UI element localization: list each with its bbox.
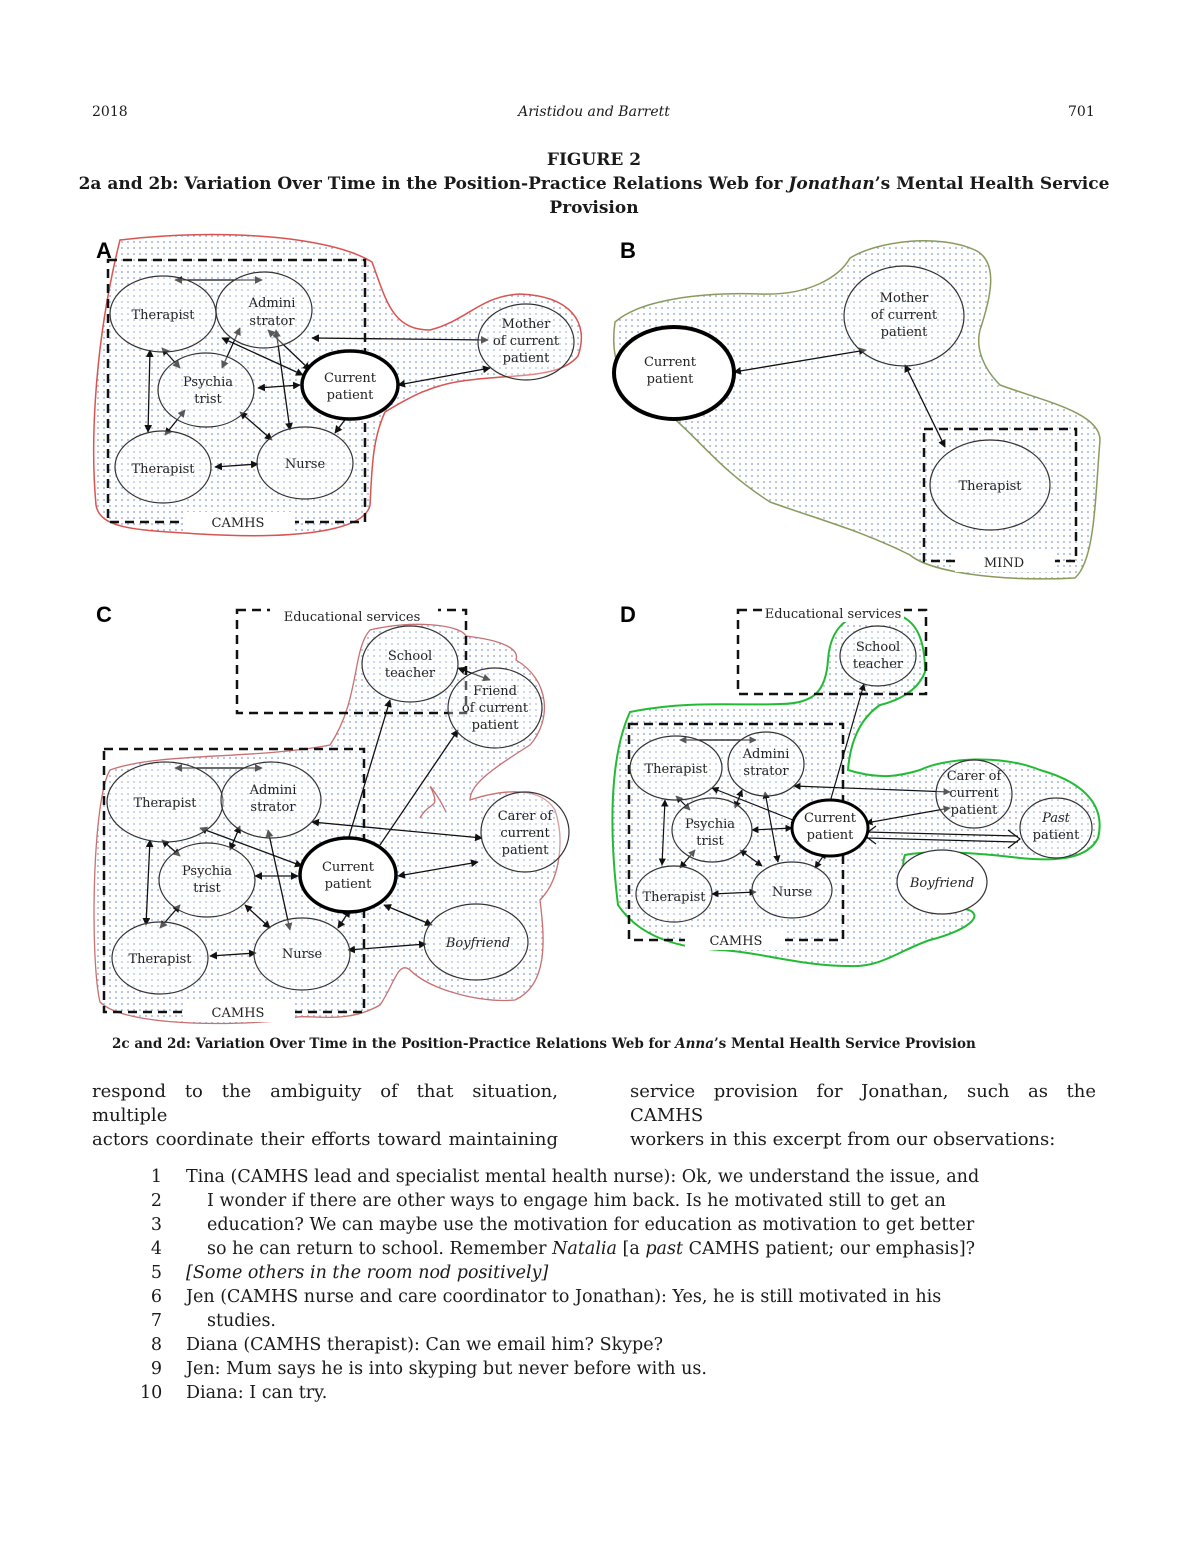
svg-text:patient: patient	[501, 843, 549, 858]
svg-text:Psychia: Psychia	[183, 375, 233, 390]
panel-d-edu-label: Educational services	[764, 607, 902, 622]
body-left-line-1: respond to the ambiguity of that situation, multiple	[92, 1081, 558, 1126]
svg-text:of current: of current	[492, 334, 560, 349]
c-node-school-teacher	[362, 626, 458, 702]
svg-text:Mother: Mother	[501, 317, 551, 332]
panel-d-camhs-label: CAMHS	[709, 934, 763, 949]
svg-text:Boyfriend: Boyfriend	[445, 936, 511, 951]
panel-label-d: D	[620, 602, 636, 627]
transcript-line: 8 Diana (CAMHS therapist): Can we email him? Skype?	[150, 1335, 663, 1355]
transcript	[140, 1165, 979, 1405]
panel-label-b: B	[620, 238, 636, 263]
svg-text:teacher: teacher	[852, 657, 904, 672]
figure-title-line2: Provision	[549, 198, 639, 218]
svg-text:patient: patient	[471, 718, 519, 733]
a-node-psychiatrist	[158, 353, 254, 427]
panel-b-mind-label: MIND	[983, 556, 1025, 571]
body-right-column	[630, 1080, 1096, 1152]
svg-text:patient: patient	[646, 372, 694, 387]
svg-text:patient: patient	[806, 828, 854, 843]
svg-text:of current: of current	[870, 308, 938, 323]
svg-text:patient: patient	[950, 803, 998, 818]
transcript-line: 9 Jen: Mum says he is into skyping but never before with us.	[150, 1359, 707, 1379]
svg-text:Mother: Mother	[879, 291, 929, 306]
transcript-line: 2 I wonder if there are other ways to engage him back. Is he motivated still to get an	[150, 1191, 946, 1211]
svg-text:Psychia: Psychia	[685, 817, 735, 832]
transcript-line: 7 studies.	[150, 1311, 276, 1331]
panel-b	[614, 238, 1100, 579]
svg-text:School: School	[387, 649, 433, 664]
svg-text:Therapist: Therapist	[958, 479, 1022, 494]
svg-text:Friend: Friend	[473, 684, 517, 699]
header-year: 2018	[92, 104, 128, 120]
svg-text:Nurse: Nurse	[771, 885, 813, 900]
panel-label-c: C	[96, 602, 112, 627]
panel-a	[94, 235, 582, 536]
body-right-line-2: workers in this excerpt from our observations:	[630, 1129, 1056, 1150]
svg-text:Past: Past	[1042, 811, 1070, 826]
svg-text:Current: Current	[643, 355, 697, 370]
svg-text:of current: of current	[461, 701, 529, 716]
svg-text:patient: patient	[1032, 828, 1080, 843]
transcript-line: 3 education? We can maybe use the motivation for education as motivation to get better	[150, 1215, 975, 1235]
svg-text:patient: patient	[880, 325, 928, 340]
body-left-line-2: actors coordinate their efforts toward maintaining	[92, 1129, 558, 1150]
svg-text:patient: patient	[326, 388, 374, 403]
svg-text:strator: strator	[250, 800, 296, 815]
panel-c-edu-label: Educational services	[283, 610, 421, 625]
svg-text:Boyfriend: Boyfriend	[909, 876, 975, 891]
transcript-line: 5 [Some others in the room nod positively]	[150, 1263, 549, 1283]
svg-text:Therapist: Therapist	[131, 462, 195, 477]
svg-text:Carer of: Carer of	[946, 769, 1002, 784]
transcript-line: 1 Tina (CAMHS lead and specialist mental health nurse): Ok, we understand the issue, and	[150, 1167, 980, 1187]
svg-text:Nurse: Nurse	[281, 947, 323, 962]
svg-text:trist: trist	[194, 392, 222, 407]
svg-text:Admini: Admini	[249, 783, 297, 798]
svg-text:Admini: Admini	[742, 747, 790, 762]
svg-text:Admini: Admini	[248, 296, 296, 311]
header-page: 701	[1068, 104, 1095, 120]
transcript-line: 6 Jen (CAMHS nurse and care coordinator to Jonathan): Yes, he is still motivated in his	[150, 1287, 942, 1307]
c-node-psychiatrist	[159, 843, 255, 917]
svg-text:Carer of: Carer of	[497, 809, 553, 824]
header-authors: Aristidou and Barrett	[518, 104, 670, 120]
transcript-line: 10 Diana: I can try.	[140, 1383, 328, 1403]
panel-c-camhs-label: CAMHS	[211, 1006, 265, 1021]
panel-label-a: A	[96, 238, 112, 263]
panel-c	[94, 602, 569, 1023]
svg-text:patient: patient	[502, 351, 550, 366]
svg-text:Current: Current	[803, 811, 857, 826]
c-node-current-patient	[300, 838, 396, 912]
d-node-school-teacher	[840, 626, 916, 686]
svg-text:Psychia: Psychia	[182, 864, 232, 879]
svg-text:Nurse: Nurse	[284, 457, 326, 472]
figure-label: FIGURE 2	[546, 150, 642, 170]
svg-text:Therapist: Therapist	[642, 890, 706, 905]
svg-text:current: current	[949, 786, 999, 801]
svg-text:Therapist: Therapist	[133, 796, 197, 811]
a-node-therapist-1-label: Therapist	[131, 308, 195, 323]
svg-text:strator: strator	[743, 764, 789, 779]
body-left-column	[92, 1080, 558, 1152]
svg-text:Current: Current	[321, 860, 375, 875]
svg-text:patient: patient	[324, 877, 372, 892]
figure-subcaption: 2c and 2d: Variation Over Time in the Position-Practice Relations Web for Anna’s Mental Health Service Provision	[112, 1036, 976, 1052]
panel-d	[612, 602, 1099, 966]
svg-text:trist: trist	[193, 881, 221, 896]
figure-title: 2a and 2b: Variation Over Time in the Position-Practice Relations Web for Jonathan’s Mental Health Service	[78, 174, 1110, 194]
body-right-line-1: service provision for Jonathan, such as the CAMHS	[630, 1081, 1096, 1126]
svg-text:strator: strator	[249, 314, 295, 329]
transcript-line: 4 so he can return to school. Remember Natalia [a past CAMHS patient; our emphasis]?	[150, 1239, 976, 1259]
svg-text:current: current	[500, 826, 550, 841]
svg-text:teacher: teacher	[384, 666, 436, 681]
svg-text:Therapist: Therapist	[644, 762, 708, 777]
svg-text:trist: trist	[696, 834, 724, 849]
svg-text:Therapist: Therapist	[128, 952, 192, 967]
svg-text:School: School	[855, 640, 901, 655]
panel-a-camhs-label: CAMHS	[211, 516, 265, 531]
svg-text:Current: Current	[323, 371, 377, 386]
